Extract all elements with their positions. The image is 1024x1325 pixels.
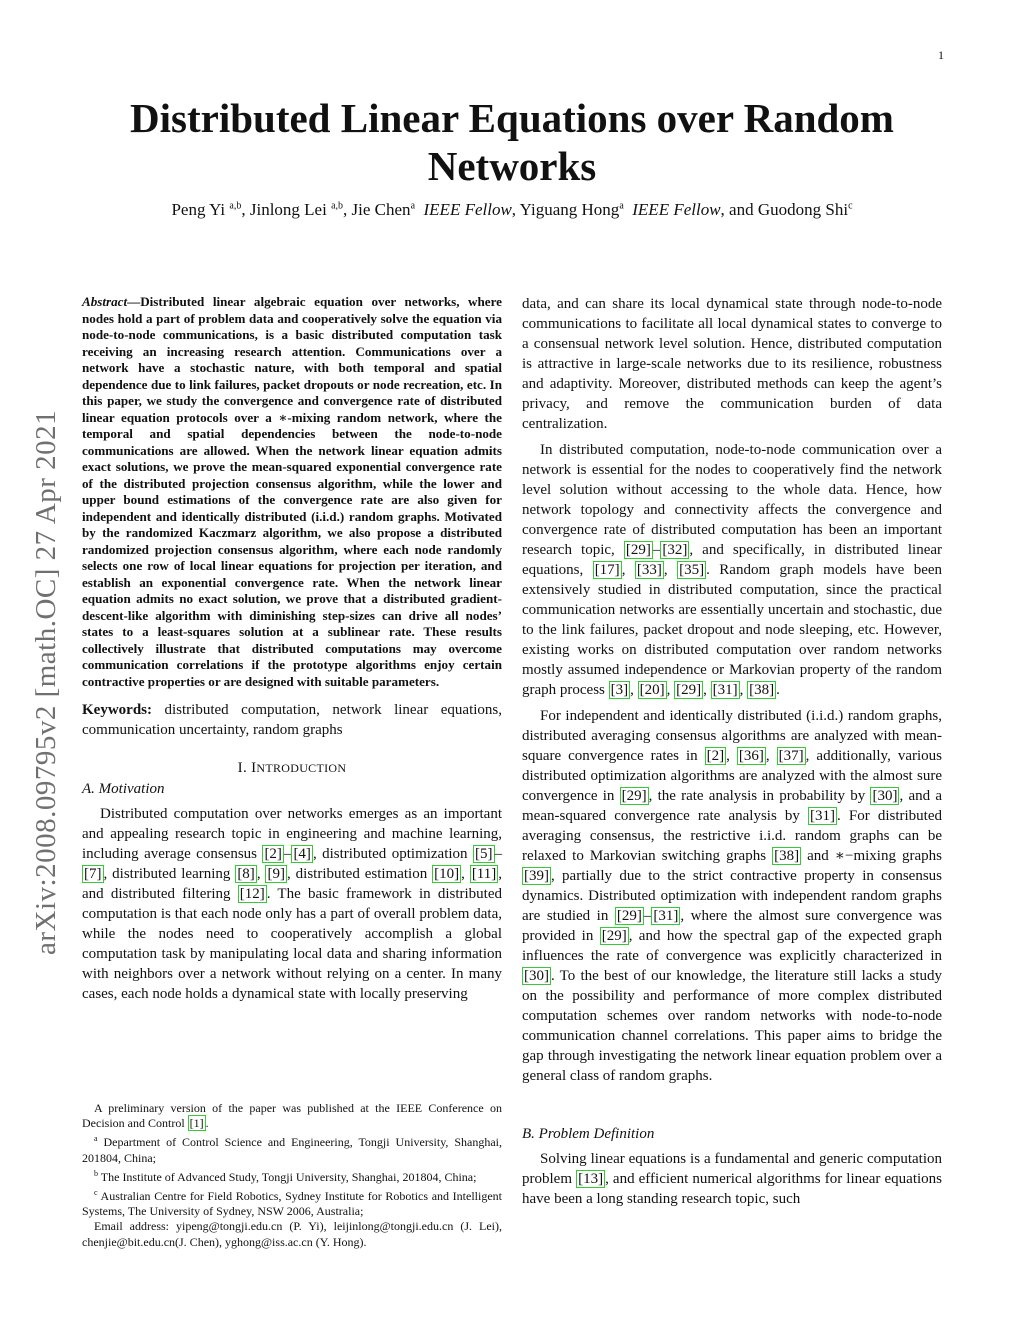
author-conjunction: and xyxy=(729,200,754,219)
citation-link[interactable]: [29] xyxy=(616,908,642,924)
paragraph: data, and can share its local dynamical state through node-to-node communications to facilitate all local dynamical states to converge to a consensual network level solution. Hence, distributed computation is attractive in large-scale networks due to its resilience, robustness and adaptivity. Moreover, distributed methods can keep the agent’s privacy, and remove the communication burden of data centralization. xyxy=(522,296,942,432)
author-name: Peng Yi xyxy=(171,200,226,219)
footnote: $^c$ Australian Centre for Field Robotics, Sydney Institute for Robotics and Intelligent Systems, The University of Sydney, NSW 2006, Australia; xyxy=(82,1188,502,1219)
citation-link[interactable]: [8] xyxy=(237,866,255,882)
footnote: A preliminary version of the paper was published at the IEEE Conference on Decision and Control [1] . xyxy=(82,1101,502,1131)
citation-link[interactable]: [38] xyxy=(774,848,800,864)
abstract-text: —Distributed linear algebraic equation over networks, where nodes hold a part of problem data and cooperatively solve the equation via node-to-node communications, is a basic distributed computation task receiving an increasing research attention. Communications over a network have a stochastic nature, with both temporal and spatial dependence due to link failures, packet dropouts or node recreation, etc. In this paper, we study the convergence and convergence rate of distributed linear equation protocols over a ∗-mixing random network, where the temporal and spatial dependencies between the node-to-node communications are allowed. When the network linear equation admits exact solutions, we prove the mean-squared exponential convergence rate of the distributed projection consensus algorithm, while the lower and upper bound estimations of the convergence rate are also given for independent and identically distributed (i.i.d.) random graphs. Motivated by the randomized Kaczmarz algorithm, we also propose a distributed randomized projection consensus algorithm, where each node randomly selects one row of local linear equations for projection per iteration, and establish an exponential convergence rate. When the network linear equation admits no exact solution, we prove that a distributed gradient-descent-like algorithm with diminishing step-sizes can drive all nodes’ states to a least-squares solution at a sublinear rate. These results collectively illustrate that distributed computations may overcome communication correlations if the prototype algorithms enjoy certain contractive properties or are designed with suitable parameters. xyxy=(82,294,502,689)
citation-link[interactable]: [29] xyxy=(601,928,627,944)
citation-link[interactable]: [33] xyxy=(636,562,662,578)
citation-link[interactable]: [13] xyxy=(578,1171,604,1187)
citation-link[interactable]: [29] xyxy=(625,542,651,558)
affiliation-mark: a xyxy=(619,200,624,212)
arxiv-stamp: arXiv:2008.09795v2 [math.OC] 27 Apr 2021 xyxy=(30,409,62,955)
citation-link[interactable]: [10] xyxy=(434,866,460,882)
footnote-email: Email address: yipeng@tongji.edu.cn (P. Yi), leijinlong@tongji.edu.cn (J. Lei), chenjie@bit.edu.cn(J. Chen), yghong@iss.ac.cn (Y. Hong). xyxy=(82,1219,502,1249)
right-column xyxy=(522,294,942,1209)
citation-link[interactable]: [17] xyxy=(594,562,620,578)
page-number: 1 xyxy=(938,48,944,62)
citation-link[interactable]: [2] xyxy=(706,748,725,764)
citation-link[interactable]: [31] xyxy=(653,908,679,924)
citation-link[interactable]: [38] xyxy=(749,682,775,698)
citation-link[interactable]: [5] xyxy=(475,846,493,862)
citation-link[interactable]: [36] xyxy=(738,748,764,764)
paragraph: For independent and identically distributed (i.i.d.) random graphs, distributed averaging consensus algorithms are analyzed with mean-square convergence rates in [2] , [36] , [37] , additionally, various distributed optimization algorithms are analyzed with the almost sure convergence in [29] , the rate analysis in probability by [30] , and a mean-squared convergence rate analysis by [31] . For distributed averaging consensus, the restrictive i.i.d. random graphs can be relaxed to Markovian switching graphs [38] and ∗−mixing graphs [39] , partially due to the strict contractive property in consensus dynamics. Distributed optimization with independent random graphs are studied in [29] – [31] , where the almost sure convergence was provided in [29] , and how the spectral gap of the expected graph influences the rate of convergence was explicitly characterized in [30] . To the best of our knowledge, the literature still lacks a study on the possibility and performance of more complex distributed computation schemes over random networks with node-to-node communication channel correlations. This paper aims to bridge the gap through investigating the network linear equation problem over a general class of random graphs. xyxy=(522,708,942,1084)
keywords-label: Keywords: xyxy=(82,702,152,718)
affiliation-mark: a xyxy=(410,200,416,212)
paragraph: Solving linear equations is a fundamental and generic computation problem [13] , and efficient numerical algorithms for linear equations have been a long standing research topic, such xyxy=(522,1151,942,1207)
affiliation-mark: a,b xyxy=(229,200,242,212)
paragraph: Distributed computation over networks emerges as an important and appealing research topic in engineering and machine learning, including average consensus [2] – [4] , distributed optimization [5] –[7] , distributed learning [8] , [9] , distributed estimation [10] , [11] , and distributed filtering [12] . The basic framework in distributed computation is that each node only has a part of overall problem data, while the nodes need to cooperatively accomplish a global computation task by manipulating local data and sharing information with neighbors over a network without relying on a center. In many cases, each node holds a dynamical state with locally preserving xyxy=(82,806,503,1002)
footnotes xyxy=(82,1101,502,1250)
abstract-label: Abstract xyxy=(82,294,128,309)
citation-link[interactable]: [29] xyxy=(621,788,647,804)
fellow-title: IEEE Fellow xyxy=(423,200,512,219)
affiliation-mark: a,b xyxy=(331,200,344,212)
keywords-text: distributed computation, network linear equations, communication uncertainty, random graphs xyxy=(82,702,502,738)
keywords xyxy=(82,700,502,740)
citation-link[interactable]: [35] xyxy=(679,562,705,578)
citation-link[interactable]: [12] xyxy=(239,886,265,902)
subsection-heading-motivation: A. Motivation xyxy=(82,781,165,797)
left-column xyxy=(82,294,502,1004)
citation-link[interactable]: [30] xyxy=(524,968,549,984)
footnote: $^b$ The Institute of Advanced Study, Tongji University, Shanghai, 201804, China; xyxy=(94,1168,477,1184)
citation-link[interactable]: [11] xyxy=(471,866,497,882)
citation-link[interactable]: [2] xyxy=(264,846,282,862)
citation-link[interactable]: [31] xyxy=(810,808,836,824)
author-line: Peng Yi $^{a,b}$, Jinlong Lei $^{a,b}$, Jie Chen$^a$ IEEE Fellow, Yiguang Hong$^a$ IEEE Fellow, and Guodong Shi$^c$ xyxy=(171,200,853,219)
citation-link[interactable]: [3] xyxy=(610,682,629,698)
author-name: Guodong Shi xyxy=(757,200,849,219)
affiliation-mark: c xyxy=(848,200,853,212)
citation-link[interactable]: [31] xyxy=(712,682,738,698)
abstract xyxy=(82,294,502,690)
citation-link[interactable]: [9] xyxy=(267,866,285,882)
citation-link[interactable]: [4] xyxy=(293,846,311,862)
citation-link[interactable]: [32] xyxy=(662,542,688,558)
section-heading-introduction: I. INTRODUCTION xyxy=(237,760,347,776)
paragraph: In distributed computation, node-to-node communication over a network is essential for the nodes to cooperatively find the network level solution without accessing to the whole data. Hence, how network topology and connectivity affects the convergence and convergence rate of distributed computation has been an important research topic, [29] – [32] , and specifically, in distributed linear equations, [17] , [33] , [35] . Random graph models have been extensively studied in distributed computation, since the practical communication networks are essentially uncertain and stochastic, due to the link failures, packet dropout and node sleeping, etc. However, existing works on distributed computation over random networks mostly assumed independence or Markovian property of the random graph process [3] , [20] , [29] , [31] , [38] . xyxy=(522,442,943,698)
subsection-heading-problem-definition: B. Problem Definition xyxy=(522,1126,655,1142)
citation-link[interactable]: [29] xyxy=(676,682,702,698)
author-name: Jie Chen xyxy=(351,200,411,219)
citation-link[interactable]: [30] xyxy=(872,788,898,804)
citation-link[interactable]: [39] xyxy=(524,868,549,884)
citation-link[interactable]: [7] xyxy=(84,866,102,882)
citation-link[interactable]: [1] xyxy=(189,1116,204,1131)
citation-link[interactable]: [20] xyxy=(639,682,665,698)
fellow-title: IEEE Fellow xyxy=(632,200,721,219)
paper-title: Distributed Linear Equations over Random Networks xyxy=(130,95,894,189)
author-name: Yiguang Hong xyxy=(519,200,620,219)
author-name: Jinlong Lei xyxy=(249,200,327,219)
citation-link[interactable]: [37] xyxy=(778,748,804,764)
footnote: $^a$ Department of Control Science and Engineering, Tongji University, Shanghai, 201804, China; xyxy=(82,1134,502,1165)
